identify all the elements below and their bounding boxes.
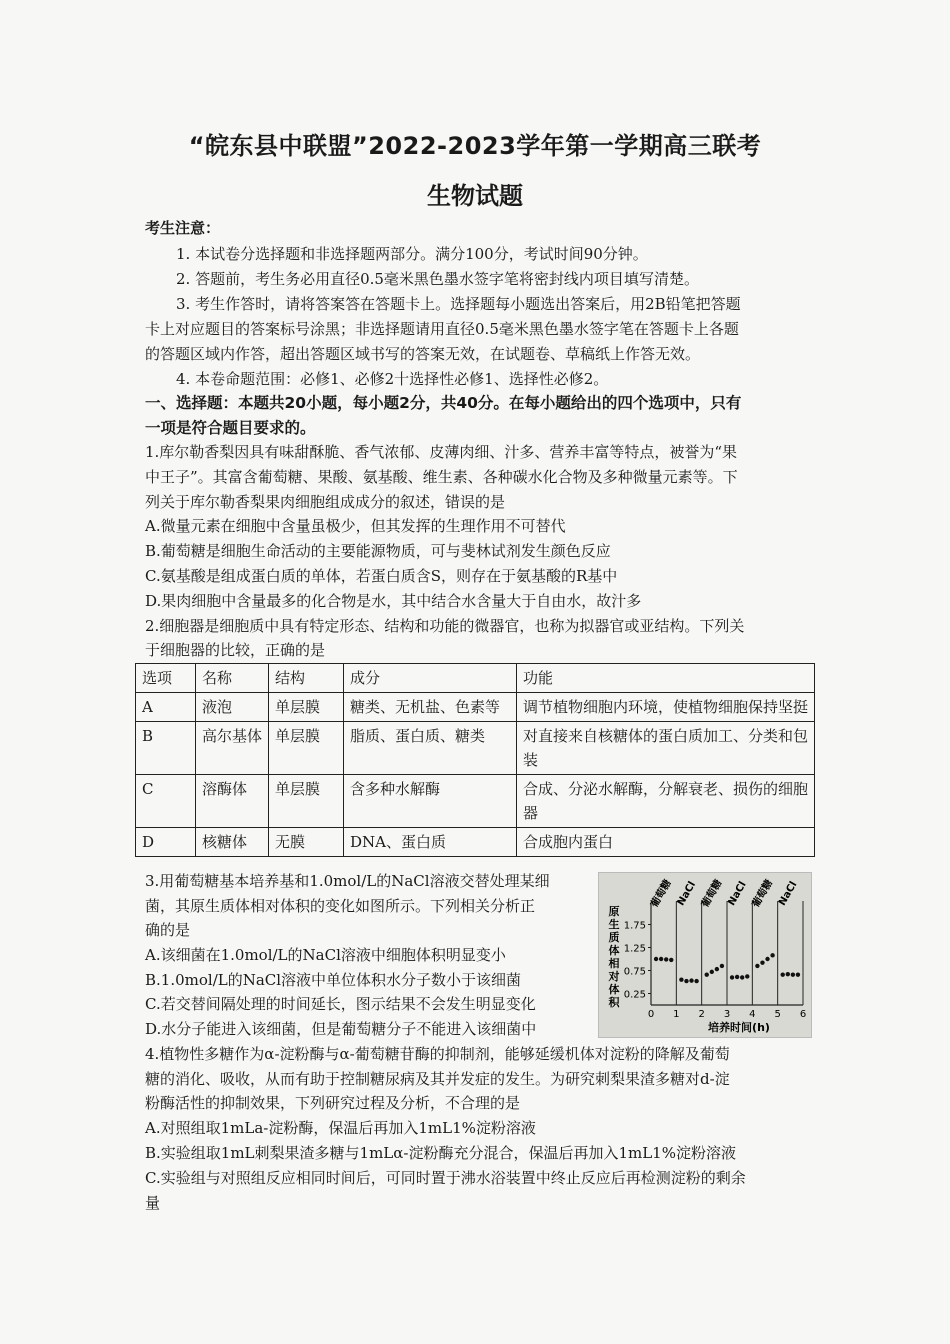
table-header: 选项 xyxy=(136,664,196,693)
notice-item: 卡上对应题目的答案标号涂黑；非选择题请用直径0.5毫米黑色墨水签字笔在答题卡上各题 xyxy=(145,320,739,338)
figure-xtick-label: 5 xyxy=(774,1009,781,1020)
figure-data-point xyxy=(654,957,658,961)
table-cell: 高尔基体 xyxy=(196,722,269,775)
figure-ylabel-char: 质 xyxy=(608,931,620,944)
figure-svg xyxy=(599,873,811,1037)
question-stem: 糖的消化、吸收，从而有助于控制糖尿病及其并发症的发生。为研究刺梨果渣多糖对d-淀 xyxy=(145,1070,730,1088)
figure-data-point xyxy=(760,960,764,964)
figure-segment-label: 葡萄糖 xyxy=(649,878,674,910)
table-header: 名称 xyxy=(196,664,269,693)
option: A.对照组取1mLa-淀粉酶，保温后再加入1mL1%淀粉溶液 xyxy=(145,1119,536,1137)
notice-item: 4. 本卷命题范围：必修1、必修2十选择性必修1、选择性必修2。 xyxy=(176,370,609,388)
option: A.该细菌在1.0mol/L的NaCl溶液中细胞体积明显变小 xyxy=(145,946,506,964)
table-cell: 核糖体 xyxy=(196,828,269,857)
figure-data-point xyxy=(770,953,774,957)
figure-ytick-label: 0.25 xyxy=(623,989,646,1001)
question-stem: 中王子”。其富含葡萄糖、果酸、氨基酸、维生素、各种碳水化合物及多种微量元素等。下 xyxy=(145,468,738,486)
table-cell: D xyxy=(136,828,196,857)
notice-heading: 考生注意： xyxy=(145,219,221,237)
figure-xtick-label: 0 xyxy=(647,1009,655,1020)
figure-data-point xyxy=(781,972,785,976)
figure-data-point xyxy=(791,972,795,976)
figure-data-point xyxy=(735,975,739,979)
table-cell: 合成胞内蛋白 xyxy=(517,828,815,857)
protoplast-volume-figure xyxy=(598,872,812,1038)
table-cell: A xyxy=(136,693,196,722)
figure-ylabel-char: 原 xyxy=(608,905,620,918)
figure-ytick-label: 1.25 xyxy=(623,943,646,955)
table-cell: 无膜 xyxy=(269,828,344,857)
figure-xtick-label: 3 xyxy=(723,1009,731,1020)
table-cell: 液泡 xyxy=(196,693,269,722)
figure-ylabel-char: 体 xyxy=(608,983,620,996)
table-cell: 糖类、无机盐、色素等 xyxy=(344,693,517,722)
figure-segment-label: NaCl xyxy=(776,879,800,908)
question-stem: 确的是 xyxy=(145,921,191,939)
notice-item: 1. 本试卷分选择题和非选择题两部分。满分100分，考试时间90分钟。 xyxy=(176,245,648,263)
figure-ytick-label: 0.75 xyxy=(623,966,646,978)
question-stem: 菌，其原生质体相对体积的变化如图所示。下列相关分析正 xyxy=(145,897,536,915)
figure-ytick-label: 1.75 xyxy=(623,920,646,932)
figure-segment-label: NaCl xyxy=(675,879,699,908)
section-heading-cont: 一项是符合题目要求的。 xyxy=(145,419,316,437)
figure-data-point xyxy=(679,978,683,982)
table-row xyxy=(136,693,815,722)
option: A.微量元素在细胞中含量虽极少，但其发挥的生理作用不可替代 xyxy=(145,517,566,535)
question-stem: 粉酶活性的抑制效果，下列研究过程及分析，不合理的是 xyxy=(145,1094,521,1112)
option: B.1.0mol/L的NaCl溶液中单位体积水分子数小于该细菌 xyxy=(145,971,522,989)
figure-data-point xyxy=(745,974,749,978)
table-cell: DNA、蛋白质 xyxy=(344,828,517,857)
table-cell: 单层膜 xyxy=(269,775,344,828)
figure-data-point xyxy=(765,957,769,961)
figure-data-point xyxy=(730,975,734,979)
figure-xlabel: 培养时间(h) xyxy=(708,1021,770,1034)
table-cell: C xyxy=(136,775,196,828)
figure-data-point xyxy=(720,964,724,968)
table-cell: 合成、分泌水解酶，分解衰老、损伤的细胞器 xyxy=(517,775,815,828)
question-stem: 4.植物性多糖作为α-淀粉酶与α-葡萄糖苷酶的抑制剂，能够延缓机体对淀粉的降解及葡萄 xyxy=(145,1045,730,1063)
figure-ylabel-char: 生 xyxy=(608,918,620,931)
table-header: 功能 xyxy=(517,664,815,693)
figure-ylabel-char: 对 xyxy=(608,970,620,983)
table-cell: 调节植物细胞内环境，使植物细胞保持坚挺 xyxy=(517,693,815,722)
figure-xtick-label: 4 xyxy=(749,1009,756,1020)
question-stem: 2.细胞器是细胞质中具有特定形态、结构和功能的微器官，也称为拟器官或亚结构。下列关 xyxy=(145,617,745,635)
option: D.果肉细胞中含量最多的化合物是水，其中结合水含量大于自由水，故汁多 xyxy=(145,592,642,610)
question-stem: 于细胞器的比较，正确的是 xyxy=(145,641,326,659)
figure-data-point xyxy=(684,979,688,983)
figure-ylabel-char: 体 xyxy=(608,944,620,957)
notice-item: 的答题区域内作答，超出答题区域书写的答案无效，在试题卷、草稿纸上作答无效。 xyxy=(145,345,701,363)
figure-segment-label: 葡萄糖 xyxy=(699,878,725,910)
table-header: 结构 xyxy=(269,664,344,693)
table-row xyxy=(136,722,815,775)
question-stem: 1.库尔勒香梨因具有味甜酥脆、香气浓郁、皮薄肉细、汁多、营养丰富等特点，被誉为“果 xyxy=(145,443,737,461)
notice-item: 2. 答题前，考生务必用直径0.5毫米黑色墨水签字笔将密封线内项目填写清楚。 xyxy=(176,270,699,288)
exam-subtitle: 生物试题 xyxy=(427,182,523,210)
table-cell: 溶酶体 xyxy=(196,775,269,828)
figure-data-point xyxy=(664,957,668,961)
figure-data-point xyxy=(740,975,744,979)
question-stem: 列关于库尔勒香梨果肉细胞组成成分的叙述，错误的是 xyxy=(145,493,506,511)
option: C.若交替间隔处理的时间延长，图示结果不会发生明显变化 xyxy=(145,995,536,1013)
figure-data-point xyxy=(755,964,759,968)
question-stem: 3.用葡萄糖基本培养基和1.0mol/L的NaCl溶液交替处理某细 xyxy=(145,872,550,890)
table-row xyxy=(136,775,815,828)
table-cell: 单层膜 xyxy=(269,722,344,775)
table-header: 成分 xyxy=(344,664,517,693)
figure-segment-label: NaCl xyxy=(726,879,749,908)
table-header-row xyxy=(136,664,815,693)
option: B.葡萄糖是细胞生命活动的主要能源物质，可与斐林试剂发生颜色反应 xyxy=(145,542,611,560)
figure-data-point xyxy=(694,979,698,983)
section-heading: 一、选择题：本题共20小题，每小题2分，共40分。在每小题给出的四个选项中，只有 xyxy=(145,394,742,412)
table-cell: 脂质、蛋白质、糖类 xyxy=(344,722,517,775)
figure-data-point xyxy=(705,972,709,976)
figure-data-point xyxy=(786,972,790,976)
exam-title: “皖东县中联盟”2022-2023学年第一学期高三联考 xyxy=(188,132,762,160)
option: B.实验组取1mL刺梨果渣多糖与1mLα-淀粉酶充分混合，保温后再加入1mL1%淀粉溶液 xyxy=(145,1144,736,1162)
table-cell: 对直接来自核糖体的蛋白质加工、分类和包装 xyxy=(517,722,815,775)
figure-xtick-label: 2 xyxy=(698,1009,705,1020)
figure-data-point xyxy=(659,957,663,961)
figure-data-point xyxy=(689,978,693,982)
figure-xtick-label: 1 xyxy=(673,1009,680,1020)
table-cell: B xyxy=(136,722,196,775)
figure-segment-label: 葡萄糖 xyxy=(750,878,776,910)
figure-data-point xyxy=(710,970,714,974)
organelle-table xyxy=(135,663,815,857)
figure-xtick-label: 6 xyxy=(799,1009,807,1020)
figure-ylabel-char: 积 xyxy=(608,996,620,1009)
figure-data-point xyxy=(715,967,719,971)
table-cell: 单层膜 xyxy=(269,693,344,722)
table-row xyxy=(136,828,815,857)
notice-item: 3. 考生作答时，请将答案答在答题卡上。选择题每小题选出答案后，用2B铅笔把答题 xyxy=(176,295,741,313)
figure-data-point xyxy=(669,958,673,962)
option: C.氨基酸是组成蛋白质的单体，若蛋白质含S，则存在于氨基酸的R基中 xyxy=(145,567,618,585)
figure-data-point xyxy=(796,972,800,976)
figure-ylabel-char: 相 xyxy=(608,957,620,970)
table-cell: 含多种水解酶 xyxy=(344,775,517,828)
option: C.实验组与对照组反应相同时间后，可同时置于沸水浴装置中终止反应后再检测淀粉的剩余 xyxy=(145,1169,746,1187)
option: D.水分子能进入该细菌，但是葡萄糖分子不能进入该细菌中 xyxy=(145,1020,537,1038)
option: 量 xyxy=(145,1194,161,1212)
